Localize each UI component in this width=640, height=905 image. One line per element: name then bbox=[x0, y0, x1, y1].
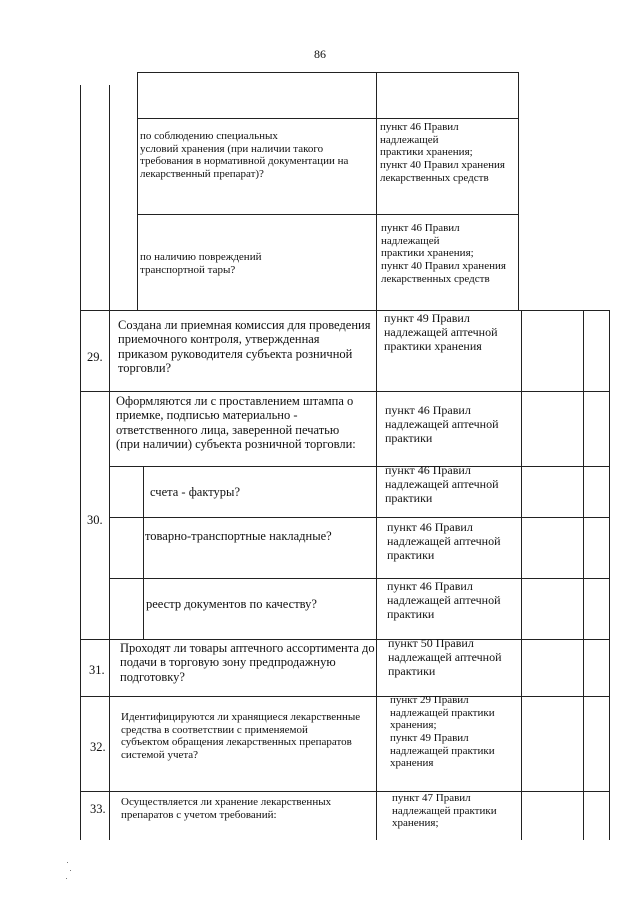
reference-text: пункт 46 Правил надлежащей практики хранения; пункт 40 Правил хранения лекарственных средств bbox=[381, 222, 506, 285]
table-border-left bbox=[80, 85, 81, 840]
reference-text: пункт 46 Правил надлежащей аптечной практики bbox=[387, 520, 501, 562]
row-divider bbox=[137, 214, 519, 215]
page-number: 86 bbox=[314, 47, 326, 61]
subitem-question-text: счета - фактуры? bbox=[150, 485, 241, 499]
row-number: 30. bbox=[87, 513, 103, 527]
question-text: по наличию повреждений транспортной тары? bbox=[140, 251, 262, 276]
question-text: Оформляются ли с проставлением штампа о приемке, подписью материально - ответственного лица, заверенной печатью (при наличии) субъекта розничной торговли: bbox=[116, 394, 356, 452]
reference-text: пункт 29 Правил надлежащей практики хранения; пункт 49 Правил надлежащей практики хранения bbox=[390, 694, 495, 770]
row-divider bbox=[80, 310, 610, 311]
table-border-right bbox=[609, 310, 610, 840]
reference-text: пункт 46 Правил надлежащей аптечной практики bbox=[387, 579, 501, 621]
subitem-question-text: товарно-транспортные накладные? bbox=[145, 529, 332, 543]
subitem-column-divider-30 bbox=[143, 466, 144, 639]
question-text: Осуществляется ли хранение лекарственных препаратов с учетом требований: bbox=[121, 796, 332, 821]
comment-column-divider bbox=[583, 310, 584, 840]
number-column-divider bbox=[109, 85, 110, 840]
row-divider bbox=[80, 791, 610, 792]
question-text: Создана ли приемная комиссия для проведения приемочного контроля, утвержденная приказом руководителя субъекта розничной торговли? bbox=[118, 318, 371, 376]
subitem-column-divider-top bbox=[137, 72, 138, 310]
scan-speck bbox=[70, 870, 71, 871]
row-divider bbox=[109, 578, 610, 579]
row-number: 31. bbox=[89, 663, 105, 677]
row-number: 33. bbox=[90, 802, 106, 816]
reference-text: пункт 49 Правил надлежащей аптечной практики хранения bbox=[384, 311, 498, 353]
table-top-border bbox=[137, 72, 519, 73]
reference-text: пункт 46 Правил надлежащей аптечной практики bbox=[385, 463, 499, 505]
row-number: 29. bbox=[87, 350, 103, 364]
row-divider bbox=[137, 118, 519, 119]
question-text: Идентифицируются ли хранящиеся лекарственные средства в соответствии с применяемой субъектом обращения лекарственных препаратов системой учета? bbox=[121, 711, 361, 761]
row-divider bbox=[80, 391, 610, 392]
row-divider bbox=[80, 696, 610, 697]
question-text: Проходят ли товары аптечного ассортимента до подачи в торговую зону предпродажную подготовку? bbox=[120, 641, 375, 684]
scan-speck bbox=[66, 878, 67, 879]
question-text: по соблюдению специальных условий хранения (при наличии такого требования в нормативной документации на лекарственный препарат)? bbox=[140, 130, 349, 180]
reference-text: пункт 47 Правил надлежащей практики хранения; bbox=[392, 792, 497, 830]
row-divider bbox=[80, 639, 610, 640]
row-number: 32. bbox=[90, 740, 106, 754]
subitem-question-text: реестр документов по качеству? bbox=[146, 597, 317, 611]
row-divider bbox=[109, 517, 610, 518]
row-divider bbox=[109, 466, 610, 467]
scan-speck bbox=[67, 862, 68, 863]
reference-column-right-top bbox=[518, 72, 519, 310]
reference-text: пункт 46 Правил надлежащей практики хранения; пункт 40 Правил хранения лекарственных средств bbox=[380, 121, 505, 184]
reference-text: пункт 46 Правил надлежащей аптечной практики bbox=[385, 403, 499, 445]
reference-text: пункт 50 Правил надлежащей аптечной практики bbox=[388, 636, 502, 678]
answer-column-divider bbox=[521, 310, 522, 840]
